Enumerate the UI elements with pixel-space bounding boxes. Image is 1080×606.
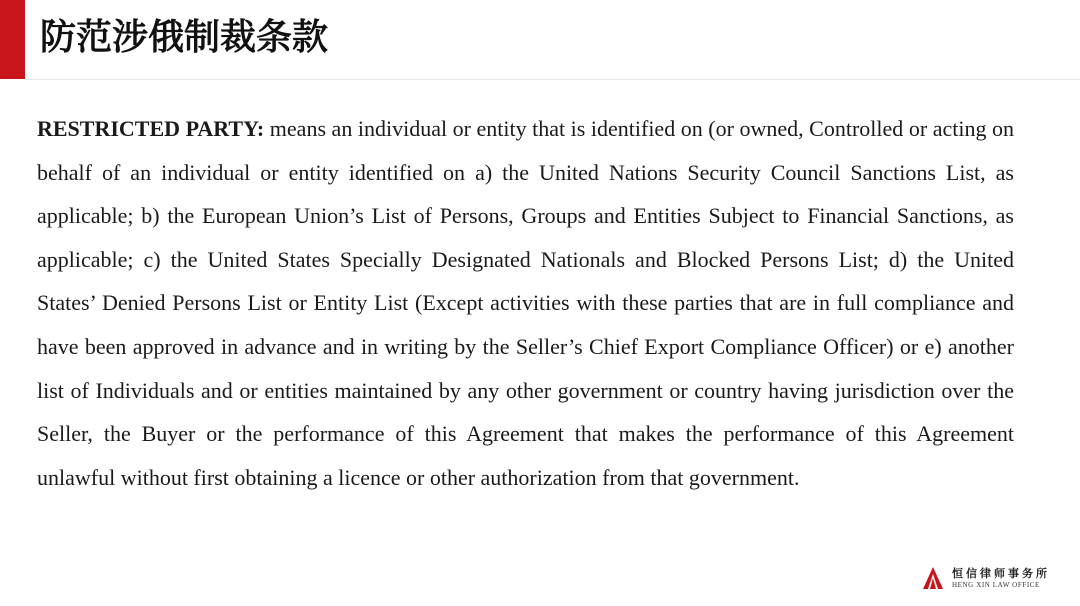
title-bar bbox=[0, 0, 1080, 80]
title-divider bbox=[25, 79, 1080, 80]
defined-term: RESTRICTED PARTY: bbox=[37, 116, 265, 141]
mountain-logo-icon bbox=[922, 566, 944, 590]
definition-text: means an individual or entity that is identified on (or owned, Controlled or acting on behalf of an individual or entity identified on a) the United Nations Security Council Sanctions List, as applicable; b) the European Union’s List of Persons, Groups and Entities Subject to Financial Sanctions, as applicable; c) the United States Specially Designated Nationals and Blocked Persons List; d) the United States’ Denied Persons List or Entity List (Except activities with these parties that are in full compliance and have been approved in advance and in writing by the Seller’s Chief Export Compliance Officer) or e) another list of Individuals and or entities maintained by any other government or country having jurisdiction over the Seller, the Buyer or the performance of this Agreement that makes the performance of this Agreement unlawful without first obtaining a licence or other authorization from that government. bbox=[37, 116, 1014, 490]
law-office-logo bbox=[922, 566, 1062, 592]
slide-title: 防范涉俄制裁条款 bbox=[40, 17, 329, 58]
logo-name-english: HENG XIN LAW OFFICE bbox=[952, 581, 1040, 589]
logo-name-chinese: 恒信律师事务所 bbox=[952, 567, 1050, 580]
definition-paragraph bbox=[37, 107, 1014, 499]
title-accent-bar bbox=[0, 0, 25, 79]
